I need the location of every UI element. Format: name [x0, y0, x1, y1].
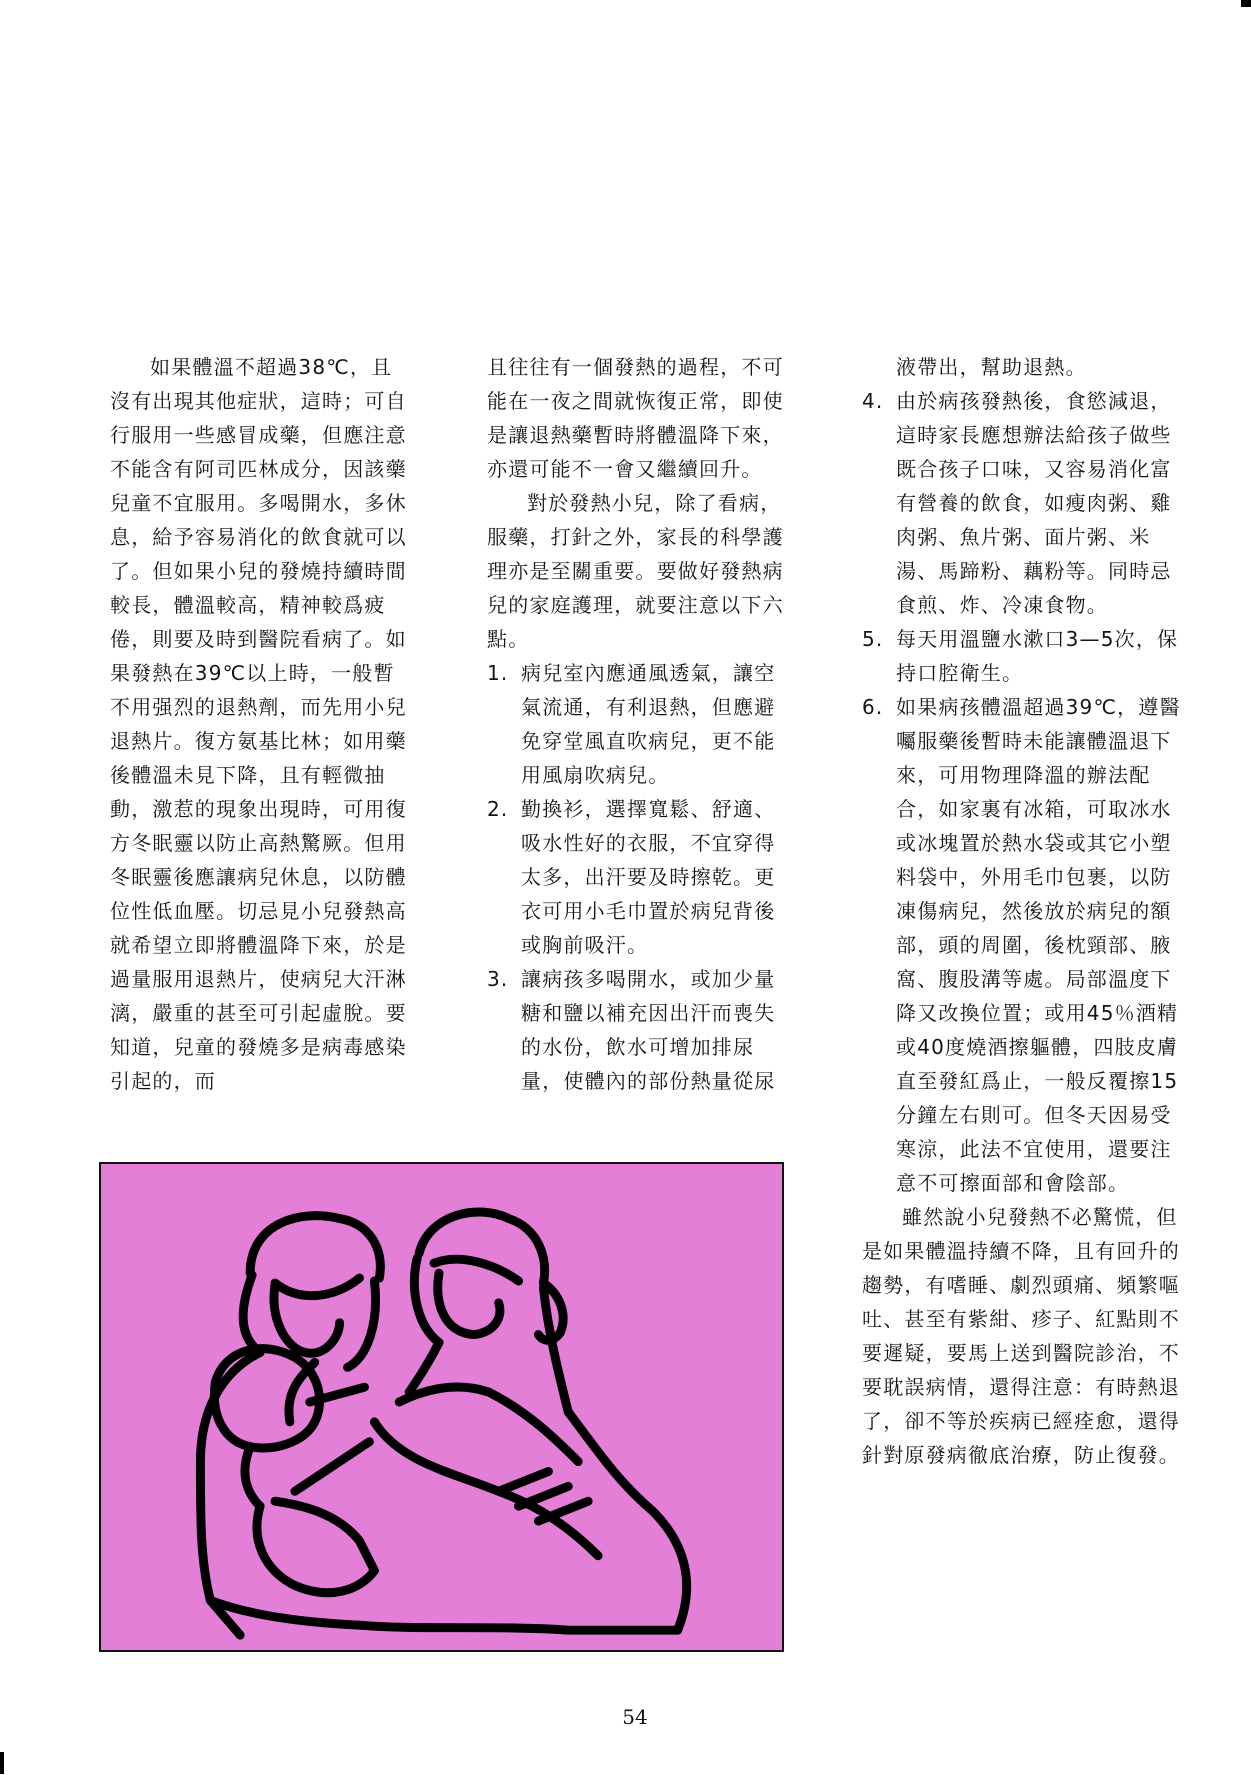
mother-and-nurse-feeding-child-illustration: [99, 1162, 784, 1652]
list-item-3: [487, 962, 787, 1098]
list-number: 4.: [862, 389, 884, 413]
list-number: 5.: [862, 627, 884, 651]
scan-mark-top-right: [1241, 0, 1251, 7]
text-column-1: [110, 350, 410, 1098]
paragraph: 對於發熱小兒，除了看病，服藥，打針之外，家長的科學護理亦是至關重要。要做好發熱病兒的家庭護理，就要注意以下六點。: [487, 491, 784, 651]
list-text: 病兒室內應通風透氣，讓空氣流通，有利退熱，但應避免穿堂風直吹病兒，更不能用風扇吹病兒。: [521, 661, 776, 787]
paragraph: 如果體溫不超過38℃，且沒有出現其他症狀，這時；可自行服用一些感冒成藥，但應注意不能含有阿司匹林成分，因該藥兒童不宜服用。多喝開水，多休息，給予容易消化的飲食就可以了。但如果小兒的發燒持續時間較長，體溫較高，精神較爲疲倦，則要及時到醫院看病了。如果發熱在39℃以上時，一般暫不用强烈的退熱劑，而先用小兒退熱片。復方氨基比林；如用藥後體溫未見下降，且有輕微抽動，激惹的現象出現時，可用復方冬眠靈以防止高熱驚厥。但用冬眠靈後應讓病兒休息，以防體位性低血壓。切忌見小兒發熱高就希望立即將體溫降下來，於是過量服用退熱片，使病兒大汗淋漓，嚴重的甚至可引起虛脫。要知道，兒童的發燒多是病毒感染引起的，而: [110, 355, 407, 1093]
list-number: 6.: [862, 695, 884, 719]
list-number: 2.: [487, 797, 509, 821]
list-item-1: [487, 656, 787, 792]
page-number: 54: [622, 1705, 648, 1729]
paragraph: 雖然說小兒發熱不必驚慌，但是如果體溫持續不降，且有回升的趨勢，有嗜睡、劇烈頭痛、頻繁嘔吐、甚至有紫紺、疹子、紅點則不要遲疑，要馬上送到醫院診治，不要耽誤病情，還得注意：有時熱退了，卻不等於疾病已經痊愈，還得針對原發病徹底治療，防止復發。: [862, 1205, 1180, 1467]
text-column-3: [862, 350, 1184, 1472]
list-item-5: [862, 622, 1184, 690]
list-text: 勤換衫，選擇寬鬆、舒適、吸水性好的衣服，不宜穿得太多，出汗要及時擦乾。更衣可用小毛巾置於病兒背後或胸前吸汗。: [521, 797, 776, 957]
list-text: 由於病孩發熱後，食慾減退，這時家長應想辦法給孩子做些既合孩子口味，又容易消化富有營養的飲食，如瘦肉粥、雞肉粥、魚片粥、面片粥、米湯、馬蹄粉、藕粉等。同時忌食煎、炸、冷凍食物。: [896, 389, 1172, 617]
list-item-6: [862, 690, 1184, 1200]
list-text: 讓病孩多喝開水，或加少量糖和鹽以補充因出汗而喪失的水份，飲水可增加排尿量，使體內的部份熱量從尿: [521, 967, 776, 1093]
text-column-2: [487, 350, 787, 1098]
list-number: 1.: [487, 661, 509, 685]
list-text: 如果病孩體溫超過39℃，遵醫囑服藥後暫時未能讓體溫退下來，可用物理降溫的辦法配合，如家裏有冰箱，可取冰水或冰塊置於熱水袋或其它小塑料袋中，外用毛巾包裹，以防凍傷病兒，然後放於病兒的額部，頭的周圍，後枕頸部、腋窩、腹股溝等處。局部溫度下降又改換位置；或用45％酒精或40度燒酒擦軀體，四肢皮膚直至發紅爲止，一般反覆擦15分鐘左右則可。但冬天因易受寒涼，此法不宜使用，還要注意不可擦面部和會陰部。: [896, 695, 1181, 1195]
list-item-3-continued: 液帶出，幫助退熱。: [896, 355, 1087, 379]
paragraph: 且往往有一個發熱的過程，不可能在一夜之間就恢復正常，即使是讓退熱藥暫時將體溫降下來，亦還可能不一會又繼續回升。: [487, 355, 784, 481]
list-item-4: [862, 384, 1184, 622]
list-item-2: [487, 792, 787, 962]
list-number: 3.: [487, 967, 509, 991]
list-text: 每天用溫鹽水漱口3—5次，保持口腔衛生。: [896, 627, 1179, 685]
illustration-drawing: [101, 1164, 782, 1650]
scan-mark-bottom-left: [0, 1752, 4, 1774]
